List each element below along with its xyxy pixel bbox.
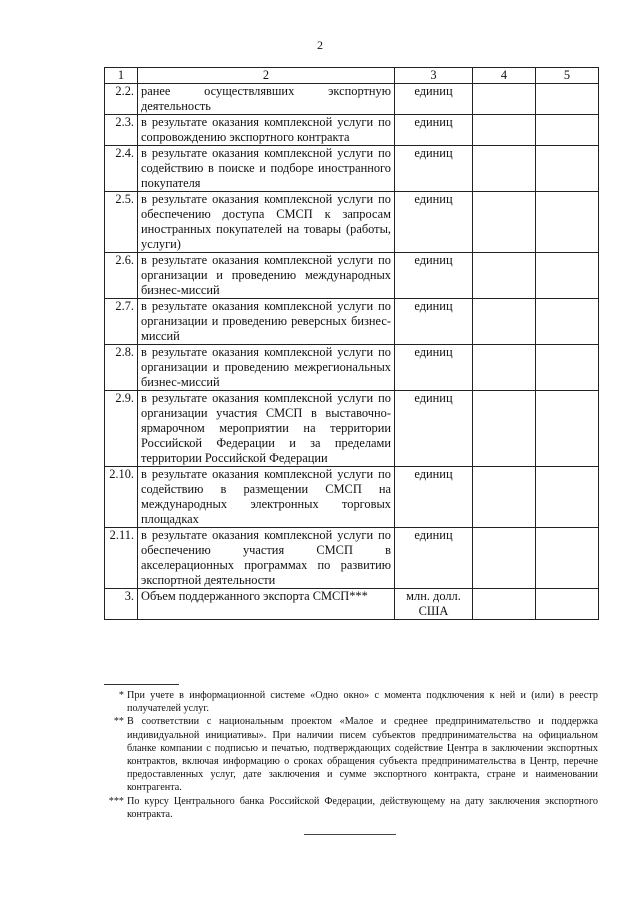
footnote xyxy=(104,715,598,794)
footnote-text: В соответствии с национальным проектом «Малое и среднее предпринимательство и поддержка индивидуальной инициативы». При наличии писем субъектов предпринимательства на официальном бланке компании с подписью и печатью, подтверждающих содействие Центра в заключении экспортных контрактов, включая информацию о сроках обращения субъекта предпринимательства в Центр, перечне предоставленных услуг, дате заключения и сумме экспортного контракта, стране и наименовании контрагента. xyxy=(127,716,598,794)
row-unit: единиц xyxy=(395,253,473,299)
table-row xyxy=(105,115,599,146)
row-unit: млн. долл. США xyxy=(395,589,473,620)
header-col-4: 4 xyxy=(473,68,536,84)
row-number: 2.10. xyxy=(105,467,138,528)
row-number: 2.2. xyxy=(105,84,138,115)
table-row xyxy=(105,391,599,467)
table-row xyxy=(105,84,599,115)
row-unit: единиц xyxy=(395,146,473,192)
footnote-text: По курсу Центрального банка Российской Федерации, действующему на дату заключения экспортного контракта. xyxy=(127,795,598,820)
table-row xyxy=(105,253,599,299)
row-value-col-4 xyxy=(473,345,536,391)
row-number: 2.11. xyxy=(105,528,138,589)
footnotes xyxy=(104,689,598,821)
footnote xyxy=(104,689,598,715)
row-number: 2.9. xyxy=(105,391,138,467)
row-value-col-5 xyxy=(536,528,599,589)
header-col-1: 1 xyxy=(105,68,138,84)
row-value-col-4 xyxy=(473,115,536,146)
row-number: 2.3. xyxy=(105,115,138,146)
row-value-col-5 xyxy=(536,345,599,391)
row-value-col-4 xyxy=(473,467,536,528)
row-description: в результате оказания комплексной услуги по содействию в поиске и подборе иностранного покупателя xyxy=(138,146,395,192)
header-col-5: 5 xyxy=(536,68,599,84)
footnote-mark: *** xyxy=(108,795,124,807)
header-col-3: 3 xyxy=(395,68,473,84)
footnote-mark: * xyxy=(118,690,124,701)
row-number: 2.6. xyxy=(105,253,138,299)
row-description: в результате оказания комплексной услуги по сопровождению экспортного контракта xyxy=(138,115,395,146)
row-description: Объем поддержанного экспорта СМСП*** xyxy=(138,589,395,620)
row-value-col-5 xyxy=(536,253,599,299)
row-description: в результате оказания комплексной услуги по содействию в размещении СМСП на международных электронных торговых площадках xyxy=(138,467,395,528)
row-number: 3. xyxy=(105,589,138,620)
row-value-col-4 xyxy=(473,528,536,589)
row-value-col-4 xyxy=(473,146,536,192)
row-unit: единиц xyxy=(395,467,473,528)
end-separator xyxy=(304,834,396,835)
row-unit: единиц xyxy=(395,528,473,589)
row-value-col-4 xyxy=(473,589,536,620)
row-value-col-4 xyxy=(473,253,536,299)
row-unit: единиц xyxy=(395,391,473,467)
row-value-col-5 xyxy=(536,115,599,146)
row-value-col-5 xyxy=(536,589,599,620)
row-value-col-5 xyxy=(536,84,599,115)
row-description: ранее осуществлявших экспортную деятельность xyxy=(138,84,395,115)
table-row xyxy=(105,589,599,620)
footnote xyxy=(104,795,598,821)
header-col-2: 2 xyxy=(138,68,395,84)
row-number: 2.8. xyxy=(105,345,138,391)
row-description: в результате оказания комплексной услуги по организации и проведению реверсных бизнес-миссий xyxy=(138,299,395,345)
row-description: в результате оказания комплексной услуги по обеспечению участия СМСП в акселерационных программах по развитию экспортной деятельности xyxy=(138,528,395,589)
row-value-col-5 xyxy=(536,299,599,345)
row-description: в результате оказания комплексной услуги по организации участия СМСП в выставочно-ярмарочном мероприятии на территории Российской Федерации и за пределами территории Российской Федерации xyxy=(138,391,395,467)
footnote-separator xyxy=(104,684,179,685)
row-value-col-5 xyxy=(536,146,599,192)
row-unit: единиц xyxy=(395,115,473,146)
footnote-mark: ** xyxy=(113,716,124,728)
row-description: в результате оказания комплексной услуги по организации и проведению международных бизнес-миссий xyxy=(138,253,395,299)
table-row xyxy=(105,528,599,589)
table-row xyxy=(105,345,599,391)
row-value-col-5 xyxy=(536,192,599,253)
row-value-col-5 xyxy=(536,467,599,528)
row-number: 2.5. xyxy=(105,192,138,253)
row-description: в результате оказания комплексной услуги по обеспечению доступа СМСП к запросам иностранных покупателей на товары (работы, услуги) xyxy=(138,192,395,253)
row-unit: единиц xyxy=(395,299,473,345)
table-row xyxy=(105,146,599,192)
row-value-col-5 xyxy=(536,391,599,467)
row-value-col-4 xyxy=(473,391,536,467)
row-number: 2.4. xyxy=(105,146,138,192)
row-value-col-4 xyxy=(473,192,536,253)
row-unit: единиц xyxy=(395,192,473,253)
row-unit: единиц xyxy=(395,84,473,115)
row-unit: единиц xyxy=(395,345,473,391)
row-value-col-4 xyxy=(473,299,536,345)
indicators-table xyxy=(104,67,599,620)
table-row xyxy=(105,192,599,253)
table-row xyxy=(105,467,599,528)
page-number: 2 xyxy=(317,38,323,52)
row-value-col-4 xyxy=(473,84,536,115)
table-header-row xyxy=(105,68,599,84)
row-description: в результате оказания комплексной услуги по организации и проведению межрегиональных бизнес-миссий xyxy=(138,345,395,391)
row-number: 2.7. xyxy=(105,299,138,345)
footnote-text: При учете в информационной системе «Одно окно» с момента подключения к ней и (или) в реестр получателей услуг. xyxy=(127,690,598,715)
table-row xyxy=(105,299,599,345)
